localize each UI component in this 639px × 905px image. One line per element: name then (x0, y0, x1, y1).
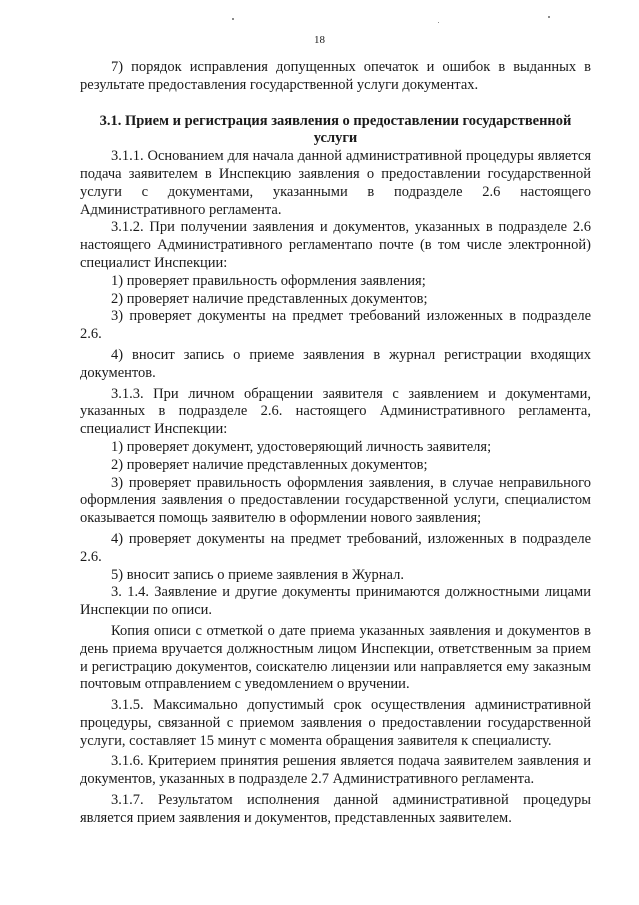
list-item-4: 4) проверяет документы на предмет требований, изложенных в подразделе 2.6. (80, 530, 591, 565)
document-body (80, 59, 591, 828)
page-number: 18 (314, 34, 325, 46)
list-item-2: 2) проверяет наличие представленных документов; (111, 456, 428, 473)
section-heading: 3.1. Прием и регистрация заявления о предоставлении государственной услуги (99, 112, 572, 147)
scan-speck (548, 16, 550, 18)
paragraph-3-1-2: 3.1.2. При получении заявления и документов, указанных в подразделе 2.6 настоящего Административного регламентапо почте (в том числе электронной) специалист Инспекции: (80, 219, 591, 271)
scan-speck (232, 18, 234, 20)
paragraph-3-1-7: 3.1.7. Результатом исполнения данной административной процедуры является прием заявления и документов, представленных заявителем. (80, 792, 591, 826)
list-item-5: 5) вносит запись о приеме заявления в Журнал. (111, 566, 404, 583)
list-item-4: 4) вносит запись о приеме заявления в журнал регистрации входящих документов. (80, 346, 591, 381)
paragraph-3-1-4: 3. 1.4. Заявление и другие документы принимаются должностными лицами Инспекции по описи. (80, 584, 591, 619)
scan-speck (438, 22, 439, 23)
paragraph-inventory-copy: Копия описи с отметкой о дате приема указанных заявления и документов в день приема вручается должностным лицом Инспекции, ответственным за прием и регистрацию документов, соискателю лицензии или направляется ему заказным почтовым отправлением с уведомлением о вручении. (80, 622, 591, 693)
list-item-1: 1) проверяет правильность оформления заявления; (111, 272, 426, 289)
paragraph-3-1-6: 3.1.6. Критерием принятия решения является подача заявителем заявления и документов, указанных в подразделе 2.7 Административного регламента. (80, 753, 591, 788)
list-item-1: 1) проверяет документ, удостоверяющий личность заявителя; (111, 438, 492, 455)
paragraph-3-1-3: 3.1.3. При личном обращении заявителя с заявлением и документами, указанных в подразделе 2.6. настоящего Административного регламента, специалист Инспекции: (80, 385, 591, 438)
intro-paragraph: 7) порядок исправления допущенных опечаток и ошибок в выданных в результате предоставления государственной услуги документах. (80, 59, 591, 93)
list-item-3: 3) проверяет правильность оформления заявления, в случае неправильного оформления заявления о предоставлении государственной услуги, специалистом оказывается помощь заявителю в оформлении нового заявления; (80, 474, 591, 527)
list-item-3: 3) проверяет документы на предмет требований изложенных в подразделе 2.6. (80, 308, 591, 343)
paragraph-3-1-1: 3.1.1. Основанием для начала данной административной процедуры является подача заявителем в Инспекцию заявления о предоставлении государственной услуги с документами, указанными в подразделе 2.6 настоящего Административного регламента. (80, 148, 591, 218)
paragraph-3-1-5: 3.1.5. Максимально допустимый срок осуществления административной процедуры, связанной с приемом заявления о предоставлении государственной услуги, составляет 15 минут с момента обращения заявителя к специалисту. (80, 697, 591, 749)
list-item-2: 2) проверяет наличие представленных документов; (111, 290, 428, 307)
